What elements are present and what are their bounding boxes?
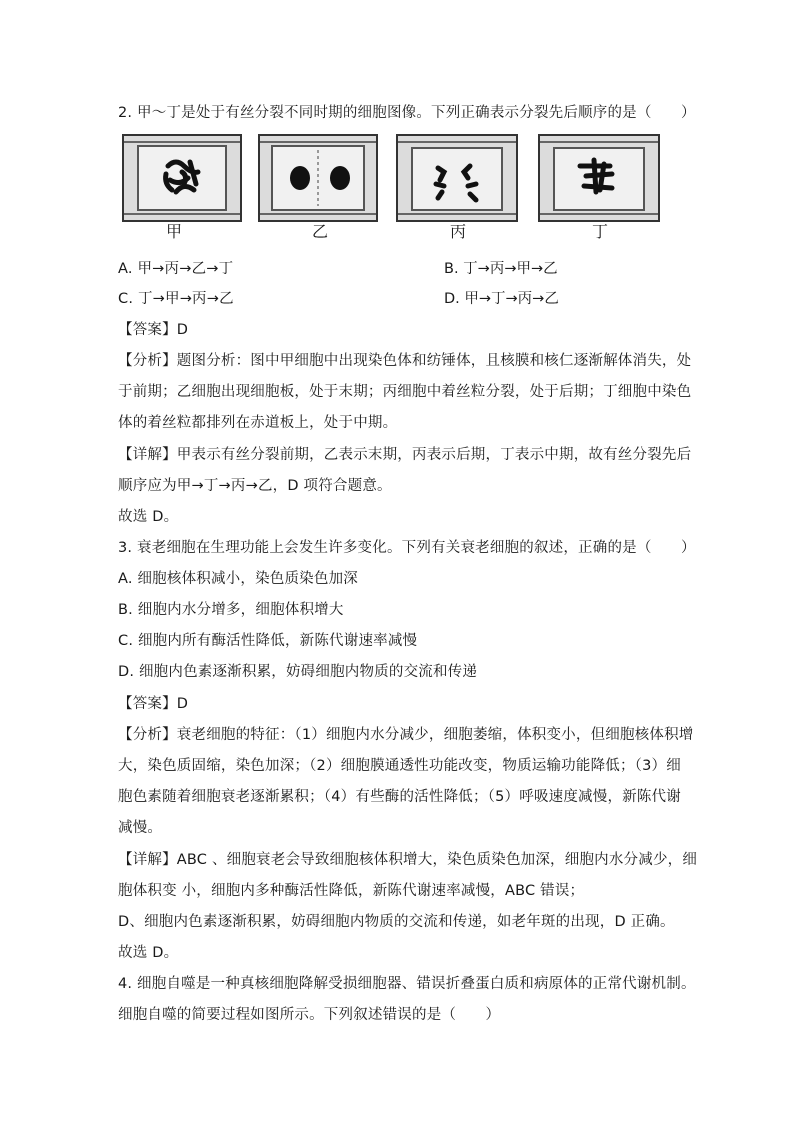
q3-analysis-line: 【分析】衰老细胞的特征：（1）细胞内水分减少，细胞萎缩，体积变小，但细胞核体积增 (118, 727, 694, 743)
cell-image-yi (258, 134, 378, 222)
figure-label-jia: 甲 (166, 222, 183, 241)
q3-choose: 故选 D。 (118, 945, 179, 961)
q3-detail-line: 【详解】ABC 、细胞衰老会导致细胞核体积增大，染色质染色加深，细胞内水分减少，细 (118, 852, 698, 868)
q3-stem: 3. 衰老细胞在生理功能上会发生许多变化。下列有关衰老细胞的叙述，正确的是（ ） (118, 540, 696, 556)
q2-option-c: C. 丁→甲→丙→乙 (118, 291, 234, 307)
q2-analysis-line: 【分析】题图分析：图中甲细胞中出现染色体和纺锤体，且核膜和核仁逐渐解体消失，处 (118, 353, 692, 369)
q2-detail-line: 【详解】甲表示有丝分裂前期，乙表示末期，丙表示后期，丁表示中期，故有丝分裂先后 (118, 447, 692, 463)
q2-stem: 2. 甲～丁是处于有丝分裂不同时期的细胞图像。下列正确表示分裂先后顺序的是（ ） (118, 105, 696, 121)
q3-detail-line: 胞体积变 小，细胞内多种酶活性降低，新陈代谢速率减慢，ABC 错误； (118, 883, 585, 899)
q2-option-a: A. 甲→丙→乙→丁 (118, 261, 234, 277)
q3-answer: 【答案】D (118, 696, 189, 712)
q3-option-b: B. 细胞内水分增多，细胞体积增大 (118, 602, 344, 618)
q3-analysis-line: 大，染色质固缩，染色加深；（2）细胞膜通透性功能改变，物质运输功能降低；（3）细 (118, 758, 681, 774)
q2-option-b: B. 丁→丙→甲→乙 (444, 261, 558, 277)
mitosis-figure (122, 134, 662, 224)
figure-label-ding: 丁 (592, 222, 609, 241)
q3-option-a: A. 细胞核体积减小，染色质染色加深 (118, 571, 358, 587)
q3-analysis-line: 胞色素随着细胞衰老逐渐累积；（4）有些酶的活性降低；（5）呼吸速度减慢，新陈代谢 (118, 789, 681, 805)
q2-option-d: D. 甲→丁→丙→乙 (444, 291, 559, 307)
q4-stem-line: 细胞自噬的简要过程如图所示。下列叙述错误的是（ ） (118, 1007, 501, 1023)
figure-label-yi: 乙 (312, 222, 329, 241)
cell-image-bing (396, 134, 518, 222)
q2-choose: 故选 D。 (118, 509, 179, 525)
q3-analysis-line: 减慢。 (118, 820, 163, 836)
cell-image-ding (538, 134, 660, 222)
q4-stem-line: 4. 细胞自噬是一种真核细胞降解受损细胞器、错误折叠蛋白质和病原体的正常代谢机制。 (118, 976, 696, 992)
q2-detail-line: 顺序应为甲→丁→丙→乙，D 项符合题意。 (118, 478, 392, 494)
figure-label-bing: 丙 (450, 222, 467, 241)
cell-image-jia (122, 134, 242, 222)
q3-option-d: D. 细胞内色素逐渐积累，妨碍细胞内物质的交流和传递 (118, 664, 478, 680)
q2-analysis-line: 体的着丝粒都排列在赤道板上，处于中期。 (118, 415, 398, 431)
q2-analysis-line: 于前期；乙细胞出现细胞板，处于末期；丙细胞中着丝粒分裂，处于后期；丁细胞中染色 (118, 384, 692, 400)
q3-option-c: C. 细胞内所有酶活性降低，新陈代谢速率减慢 (118, 633, 418, 649)
q3-detail-line: D、细胞内色素逐渐积累，妨碍细胞内物质的交流和传递，如老年斑的出现，D 正确。 (118, 914, 675, 930)
q2-answer: 【答案】D (118, 322, 189, 338)
